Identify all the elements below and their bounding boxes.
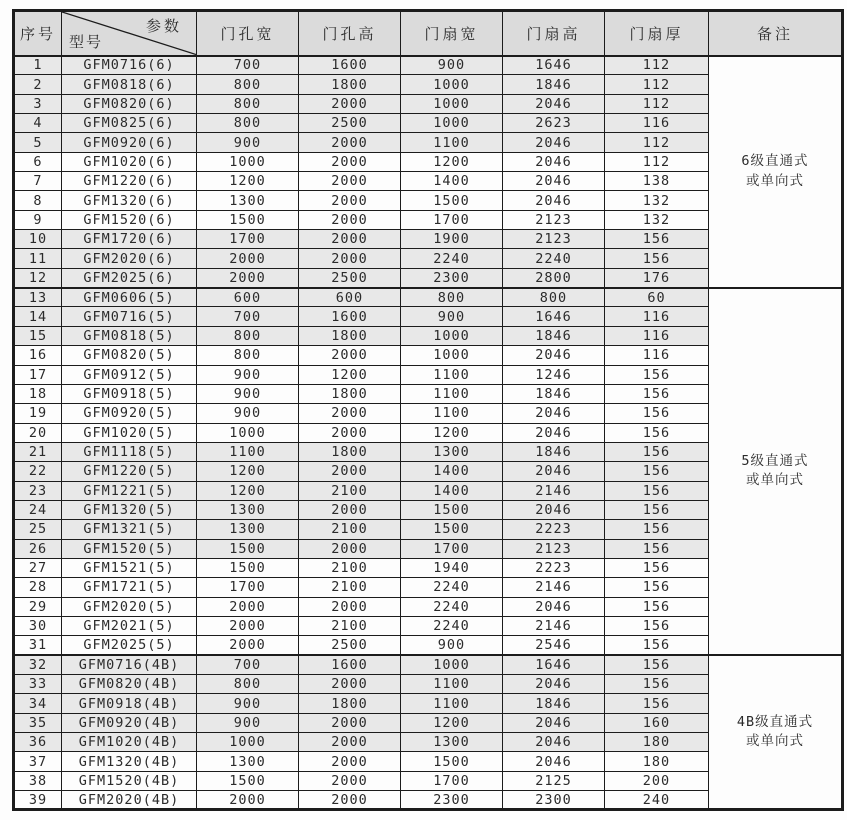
door-leaf-height-cell: 1646 <box>503 655 605 674</box>
door-leaf-thickness-cell: 156 <box>605 365 709 384</box>
model-cell: GFM1320(4B) <box>62 752 197 771</box>
door-leaf-width-cell: 1000 <box>401 655 503 674</box>
door-hole-width-cell: 900 <box>197 133 299 152</box>
serial-cell: 4 <box>14 114 62 133</box>
door-hole-width-cell: 1700 <box>197 578 299 597</box>
door-leaf-height-cell: 1846 <box>503 384 605 403</box>
door-leaf-width-cell: 1100 <box>401 404 503 423</box>
model-cell: GFM0818(5) <box>62 326 197 345</box>
remark-line: 或单向式 <box>746 472 804 489</box>
door-leaf-height-cell: 800 <box>503 288 605 307</box>
door-hole-width-cell: 1500 <box>197 771 299 790</box>
model-cell: GFM0820(4B) <box>62 675 197 694</box>
door-leaf-thickness-cell: 156 <box>605 520 709 539</box>
door-hole-height-cell: 1800 <box>299 75 401 94</box>
door-leaf-thickness-cell: 112 <box>605 56 709 75</box>
door-hole-width-cell: 800 <box>197 326 299 345</box>
serial-cell: 22 <box>14 462 62 481</box>
serial-cell: 21 <box>14 442 62 461</box>
door-hole-height-cell: 2000 <box>299 249 401 268</box>
serial-cell: 32 <box>14 655 62 674</box>
door-leaf-thickness-cell: 132 <box>605 210 709 229</box>
door-hole-height-cell: 2500 <box>299 636 401 655</box>
door-leaf-height-cell: 2623 <box>503 114 605 133</box>
door-hole-width-cell: 2000 <box>197 249 299 268</box>
door-leaf-width-cell: 2240 <box>401 616 503 635</box>
door-leaf-height-cell: 2046 <box>503 152 605 171</box>
serial-cell: 38 <box>14 771 62 790</box>
model-cell: GFM1520(4B) <box>62 771 197 790</box>
door-leaf-height-cell: 2223 <box>503 558 605 577</box>
model-cell: GFM0918(4B) <box>62 694 197 713</box>
door-leaf-height-cell: 2046 <box>503 94 605 113</box>
door-leaf-height-cell: 2046 <box>503 423 605 442</box>
serial-cell: 25 <box>14 520 62 539</box>
door-hole-height-cell: 2000 <box>299 752 401 771</box>
door-leaf-height-cell: 2146 <box>503 481 605 500</box>
model-cell: GFM1521(5) <box>62 558 197 577</box>
door-leaf-height-cell: 1646 <box>503 307 605 326</box>
door-leaf-height-cell: 1246 <box>503 365 605 384</box>
door-hole-height-cell: 2000 <box>299 152 401 171</box>
serial-cell: 2 <box>14 75 62 94</box>
door-leaf-thickness-cell: 156 <box>605 578 709 597</box>
model-cell: GFM0820(5) <box>62 346 197 365</box>
door-leaf-width-cell: 900 <box>401 636 503 655</box>
door-hole-height-cell: 2100 <box>299 616 401 635</box>
serial-cell: 27 <box>14 558 62 577</box>
model-cell: GFM0716(6) <box>62 56 197 75</box>
header-row <box>14 11 843 56</box>
serial-cell: 33 <box>14 675 62 694</box>
door-hole-height-cell: 2000 <box>299 733 401 752</box>
door-leaf-width-cell: 1000 <box>401 94 503 113</box>
door-leaf-height-cell: 2123 <box>503 539 605 558</box>
door-leaf-thickness-cell: 156 <box>605 616 709 635</box>
remark-line: 或单向式 <box>746 172 804 189</box>
remark-line: 或单向式 <box>746 733 804 750</box>
serial-cell: 35 <box>14 713 62 732</box>
model-cell: GFM0818(6) <box>62 75 197 94</box>
door-spec-table <box>12 9 844 811</box>
door-leaf-thickness-cell: 200 <box>605 771 709 790</box>
remark-line: 6级直通式 <box>741 153 809 169</box>
serial-cell: 15 <box>14 326 62 345</box>
door-hole-width-cell: 2000 <box>197 616 299 635</box>
door-leaf-width-cell: 1100 <box>401 384 503 403</box>
door-leaf-thickness-cell: 156 <box>605 636 709 655</box>
door-leaf-width-cell: 1400 <box>401 462 503 481</box>
door-leaf-thickness-cell: 112 <box>605 75 709 94</box>
door-hole-width-cell: 900 <box>197 694 299 713</box>
door-leaf-height-cell: 2046 <box>503 191 605 210</box>
door-hole-width-cell: 1500 <box>197 558 299 577</box>
door-hole-height-cell: 1600 <box>299 307 401 326</box>
model-cell: GFM0716(5) <box>62 307 197 326</box>
header-door-hole-height: 门孔高 <box>299 11 401 56</box>
door-leaf-width-cell: 1000 <box>401 114 503 133</box>
door-hole-height-cell: 2000 <box>299 423 401 442</box>
door-leaf-width-cell: 2240 <box>401 597 503 616</box>
door-leaf-thickness-cell: 156 <box>605 442 709 461</box>
table-row <box>14 288 843 307</box>
door-leaf-height-cell: 1846 <box>503 326 605 345</box>
door-leaf-height-cell: 2046 <box>503 346 605 365</box>
door-hole-width-cell: 1100 <box>197 442 299 461</box>
remark-cell <box>709 56 843 288</box>
door-leaf-width-cell: 1900 <box>401 230 503 249</box>
model-cell: GFM2020(4B) <box>62 791 197 810</box>
door-leaf-height-cell: 2146 <box>503 578 605 597</box>
header-door-leaf-height: 门扇高 <box>503 11 605 56</box>
door-leaf-width-cell: 1000 <box>401 326 503 345</box>
header-remark: 备注 <box>709 11 843 56</box>
serial-cell: 34 <box>14 694 62 713</box>
model-cell: GFM1720(6) <box>62 230 197 249</box>
serial-cell: 18 <box>14 384 62 403</box>
door-leaf-width-cell: 1400 <box>401 172 503 191</box>
door-leaf-width-cell: 900 <box>401 56 503 75</box>
door-leaf-width-cell: 900 <box>401 307 503 326</box>
model-cell: GFM0920(4B) <box>62 713 197 732</box>
serial-cell: 3 <box>14 94 62 113</box>
door-leaf-width-cell: 800 <box>401 288 503 307</box>
serial-cell: 26 <box>14 539 62 558</box>
door-leaf-height-cell: 2046 <box>503 752 605 771</box>
door-leaf-thickness-cell: 116 <box>605 326 709 345</box>
serial-cell: 37 <box>14 752 62 771</box>
door-leaf-height-cell: 2046 <box>503 675 605 694</box>
door-hole-height-cell: 1200 <box>299 365 401 384</box>
door-leaf-height-cell: 2046 <box>503 404 605 423</box>
door-hole-height-cell: 2000 <box>299 675 401 694</box>
door-leaf-height-cell: 2046 <box>503 133 605 152</box>
door-leaf-thickness-cell: 156 <box>605 675 709 694</box>
door-hole-width-cell: 1300 <box>197 500 299 519</box>
door-hole-width-cell: 900 <box>197 404 299 423</box>
door-hole-width-cell: 800 <box>197 75 299 94</box>
door-leaf-thickness-cell: 112 <box>605 152 709 171</box>
serial-cell: 10 <box>14 230 62 249</box>
door-leaf-thickness-cell: 60 <box>605 288 709 307</box>
serial-cell: 31 <box>14 636 62 655</box>
door-leaf-width-cell: 1200 <box>401 152 503 171</box>
door-leaf-height-cell: 2800 <box>503 268 605 287</box>
door-hole-height-cell: 2000 <box>299 597 401 616</box>
door-hole-height-cell: 2000 <box>299 191 401 210</box>
door-leaf-width-cell: 1500 <box>401 191 503 210</box>
door-hole-height-cell: 2000 <box>299 539 401 558</box>
door-hole-width-cell: 800 <box>197 346 299 365</box>
model-cell: GFM2020(5) <box>62 597 197 616</box>
door-hole-width-cell: 900 <box>197 384 299 403</box>
header-serial: 序号 <box>14 11 62 56</box>
serial-cell: 24 <box>14 500 62 519</box>
door-hole-height-cell: 2000 <box>299 462 401 481</box>
door-hole-height-cell: 1800 <box>299 384 401 403</box>
door-leaf-height-cell: 2546 <box>503 636 605 655</box>
door-hole-height-cell: 2000 <box>299 346 401 365</box>
serial-cell: 20 <box>14 423 62 442</box>
door-leaf-thickness-cell: 240 <box>605 791 709 810</box>
remark-cell <box>709 288 843 656</box>
door-leaf-height-cell: 2046 <box>503 733 605 752</box>
door-leaf-thickness-cell: 156 <box>605 694 709 713</box>
door-leaf-height-cell: 2240 <box>503 249 605 268</box>
model-cell: GFM1321(5) <box>62 520 197 539</box>
table-row <box>14 655 843 674</box>
door-hole-width-cell: 1300 <box>197 752 299 771</box>
door-hole-width-cell: 800 <box>197 114 299 133</box>
serial-cell: 16 <box>14 346 62 365</box>
serial-cell: 14 <box>14 307 62 326</box>
remark-line: 5级直通式 <box>741 452 809 469</box>
model-cell: GFM0716(4B) <box>62 655 197 674</box>
serial-cell: 30 <box>14 616 62 635</box>
door-hole-width-cell: 800 <box>197 94 299 113</box>
model-cell: GFM0912(5) <box>62 365 197 384</box>
door-hole-width-cell: 1000 <box>197 152 299 171</box>
door-hole-height-cell: 2000 <box>299 771 401 790</box>
model-cell: GFM1220(5) <box>62 462 197 481</box>
door-hole-height-cell: 2100 <box>299 481 401 500</box>
header-model-param <box>62 11 197 56</box>
model-cell: GFM2025(6) <box>62 268 197 287</box>
remark-cell <box>709 655 843 810</box>
door-hole-width-cell: 600 <box>197 288 299 307</box>
door-leaf-thickness-cell: 156 <box>605 539 709 558</box>
model-cell: GFM1320(6) <box>62 191 197 210</box>
model-cell: GFM1020(5) <box>62 423 197 442</box>
header-door-leaf-width: 门扇宽 <box>401 11 503 56</box>
door-leaf-thickness-cell: 180 <box>605 733 709 752</box>
door-leaf-height-cell: 2123 <box>503 210 605 229</box>
door-hole-height-cell: 600 <box>299 288 401 307</box>
door-hole-width-cell: 1200 <box>197 172 299 191</box>
door-leaf-height-cell: 2125 <box>503 771 605 790</box>
door-leaf-thickness-cell: 156 <box>605 558 709 577</box>
door-hole-width-cell: 1200 <box>197 462 299 481</box>
door-hole-width-cell: 900 <box>197 713 299 732</box>
door-leaf-height-cell: 2046 <box>503 713 605 732</box>
serial-cell: 11 <box>14 249 62 268</box>
door-leaf-thickness-cell: 156 <box>605 597 709 616</box>
door-leaf-width-cell: 1300 <box>401 442 503 461</box>
serial-cell: 9 <box>14 210 62 229</box>
door-hole-width-cell: 700 <box>197 56 299 75</box>
door-hole-width-cell: 1200 <box>197 481 299 500</box>
door-leaf-thickness-cell: 156 <box>605 655 709 674</box>
serial-cell: 6 <box>14 152 62 171</box>
door-leaf-height-cell: 2223 <box>503 520 605 539</box>
door-leaf-thickness-cell: 156 <box>605 249 709 268</box>
door-hole-width-cell: 900 <box>197 365 299 384</box>
model-cell: GFM2021(5) <box>62 616 197 635</box>
door-leaf-thickness-cell: 116 <box>605 307 709 326</box>
door-leaf-thickness-cell: 156 <box>605 500 709 519</box>
door-hole-height-cell: 2000 <box>299 133 401 152</box>
door-leaf-width-cell: 1500 <box>401 752 503 771</box>
model-cell: GFM0820(6) <box>62 94 197 113</box>
door-hole-height-cell: 1800 <box>299 694 401 713</box>
serial-cell: 13 <box>14 288 62 307</box>
door-hole-width-cell: 1700 <box>197 230 299 249</box>
serial-cell: 12 <box>14 268 62 287</box>
door-hole-height-cell: 2000 <box>299 230 401 249</box>
serial-cell: 17 <box>14 365 62 384</box>
door-leaf-width-cell: 2300 <box>401 268 503 287</box>
model-cell: GFM1221(5) <box>62 481 197 500</box>
door-hole-height-cell: 2000 <box>299 500 401 519</box>
door-leaf-width-cell: 1100 <box>401 675 503 694</box>
door-leaf-width-cell: 1500 <box>401 500 503 519</box>
door-hole-height-cell: 2000 <box>299 713 401 732</box>
model-cell: GFM1721(5) <box>62 578 197 597</box>
door-hole-width-cell: 700 <box>197 655 299 674</box>
model-cell: GFM0920(5) <box>62 404 197 423</box>
model-cell: GFM2025(5) <box>62 636 197 655</box>
door-leaf-width-cell: 1000 <box>401 346 503 365</box>
serial-cell: 39 <box>14 791 62 810</box>
table-body <box>14 56 843 810</box>
door-hole-height-cell: 2000 <box>299 404 401 423</box>
door-leaf-thickness-cell: 112 <box>605 133 709 152</box>
door-leaf-width-cell: 1100 <box>401 133 503 152</box>
door-leaf-thickness-cell: 116 <box>605 114 709 133</box>
remark-line: 4B级直通式 <box>736 713 814 730</box>
door-hole-height-cell: 2000 <box>299 172 401 191</box>
door-leaf-thickness-cell: 156 <box>605 404 709 423</box>
door-leaf-width-cell: 1200 <box>401 713 503 732</box>
door-hole-height-cell: 2500 <box>299 268 401 287</box>
serial-cell: 1 <box>14 56 62 75</box>
door-leaf-thickness-cell: 112 <box>605 94 709 113</box>
model-cell: GFM0918(5) <box>62 384 197 403</box>
table-row <box>14 56 843 75</box>
model-cell: GFM0825(6) <box>62 114 197 133</box>
header-door-leaf-thickness: 门扇厚 <box>605 11 709 56</box>
door-leaf-thickness-cell: 180 <box>605 752 709 771</box>
model-cell: GFM1520(6) <box>62 210 197 229</box>
door-leaf-width-cell: 2300 <box>401 791 503 810</box>
door-hole-width-cell: 2000 <box>197 268 299 287</box>
door-hole-height-cell: 2100 <box>299 520 401 539</box>
door-hole-width-cell: 2000 <box>197 636 299 655</box>
door-leaf-thickness-cell: 156 <box>605 423 709 442</box>
door-leaf-height-cell: 2046 <box>503 500 605 519</box>
door-leaf-thickness-cell: 132 <box>605 191 709 210</box>
door-leaf-thickness-cell: 156 <box>605 230 709 249</box>
model-cell: GFM1020(4B) <box>62 733 197 752</box>
door-leaf-height-cell: 1646 <box>503 56 605 75</box>
model-cell: GFM1220(6) <box>62 172 197 191</box>
door-hole-height-cell: 2100 <box>299 578 401 597</box>
serial-cell: 28 <box>14 578 62 597</box>
model-cell: GFM1520(5) <box>62 539 197 558</box>
door-leaf-width-cell: 2240 <box>401 249 503 268</box>
model-cell: GFM0920(6) <box>62 133 197 152</box>
door-hole-width-cell: 2000 <box>197 791 299 810</box>
door-leaf-width-cell: 1700 <box>401 771 503 790</box>
door-leaf-height-cell: 2046 <box>503 462 605 481</box>
door-hole-height-cell: 2000 <box>299 791 401 810</box>
door-hole-width-cell: 2000 <box>197 597 299 616</box>
serial-cell: 7 <box>14 172 62 191</box>
serial-cell: 5 <box>14 133 62 152</box>
door-leaf-thickness-cell: 160 <box>605 713 709 732</box>
door-hole-width-cell: 1300 <box>197 191 299 210</box>
door-leaf-width-cell: 1000 <box>401 75 503 94</box>
door-hole-height-cell: 1800 <box>299 326 401 345</box>
door-hole-width-cell: 1500 <box>197 210 299 229</box>
door-leaf-width-cell: 1100 <box>401 694 503 713</box>
header-door-hole-width: 门孔宽 <box>197 11 299 56</box>
door-leaf-width-cell: 1300 <box>401 733 503 752</box>
door-hole-width-cell: 700 <box>197 307 299 326</box>
serial-cell: 23 <box>14 481 62 500</box>
door-hole-height-cell: 2000 <box>299 210 401 229</box>
serial-cell: 29 <box>14 597 62 616</box>
door-hole-height-cell: 2000 <box>299 94 401 113</box>
model-cell: GFM0606(5) <box>62 288 197 307</box>
door-leaf-width-cell: 1100 <box>401 365 503 384</box>
door-leaf-width-cell: 1200 <box>401 423 503 442</box>
door-leaf-height-cell: 1846 <box>503 442 605 461</box>
door-leaf-thickness-cell: 116 <box>605 346 709 365</box>
door-leaf-height-cell: 2300 <box>503 791 605 810</box>
model-cell: GFM1320(5) <box>62 500 197 519</box>
model-cell: GFM1020(6) <box>62 152 197 171</box>
door-leaf-width-cell: 1500 <box>401 520 503 539</box>
header-param-label: 参数 <box>145 17 182 35</box>
door-hole-height-cell: 1600 <box>299 655 401 674</box>
door-leaf-width-cell: 1940 <box>401 558 503 577</box>
door-hole-height-cell: 1800 <box>299 442 401 461</box>
door-hole-width-cell: 1000 <box>197 423 299 442</box>
door-leaf-thickness-cell: 156 <box>605 384 709 403</box>
door-leaf-height-cell: 1846 <box>503 75 605 94</box>
door-hole-height-cell: 2500 <box>299 114 401 133</box>
door-leaf-thickness-cell: 156 <box>605 462 709 481</box>
serial-cell: 36 <box>14 733 62 752</box>
door-leaf-thickness-cell: 156 <box>605 481 709 500</box>
door-leaf-height-cell: 2146 <box>503 616 605 635</box>
door-hole-height-cell: 1600 <box>299 56 401 75</box>
door-leaf-height-cell: 2046 <box>503 172 605 191</box>
door-hole-width-cell: 1500 <box>197 539 299 558</box>
door-hole-width-cell: 1300 <box>197 520 299 539</box>
serial-cell: 19 <box>14 404 62 423</box>
model-cell: GFM2020(6) <box>62 249 197 268</box>
door-leaf-width-cell: 1700 <box>401 539 503 558</box>
model-cell: GFM1118(5) <box>62 442 197 461</box>
door-leaf-width-cell: 1700 <box>401 210 503 229</box>
door-hole-height-cell: 2100 <box>299 558 401 577</box>
door-leaf-height-cell: 1846 <box>503 694 605 713</box>
door-leaf-thickness-cell: 176 <box>605 268 709 287</box>
serial-cell: 8 <box>14 191 62 210</box>
door-leaf-width-cell: 1400 <box>401 481 503 500</box>
door-hole-width-cell: 1000 <box>197 733 299 752</box>
door-leaf-height-cell: 2046 <box>503 597 605 616</box>
door-hole-width-cell: 800 <box>197 675 299 694</box>
door-leaf-height-cell: 2123 <box>503 230 605 249</box>
header-model-label: 型号 <box>69 32 104 51</box>
door-leaf-width-cell: 2240 <box>401 578 503 597</box>
door-leaf-thickness-cell: 138 <box>605 172 709 191</box>
